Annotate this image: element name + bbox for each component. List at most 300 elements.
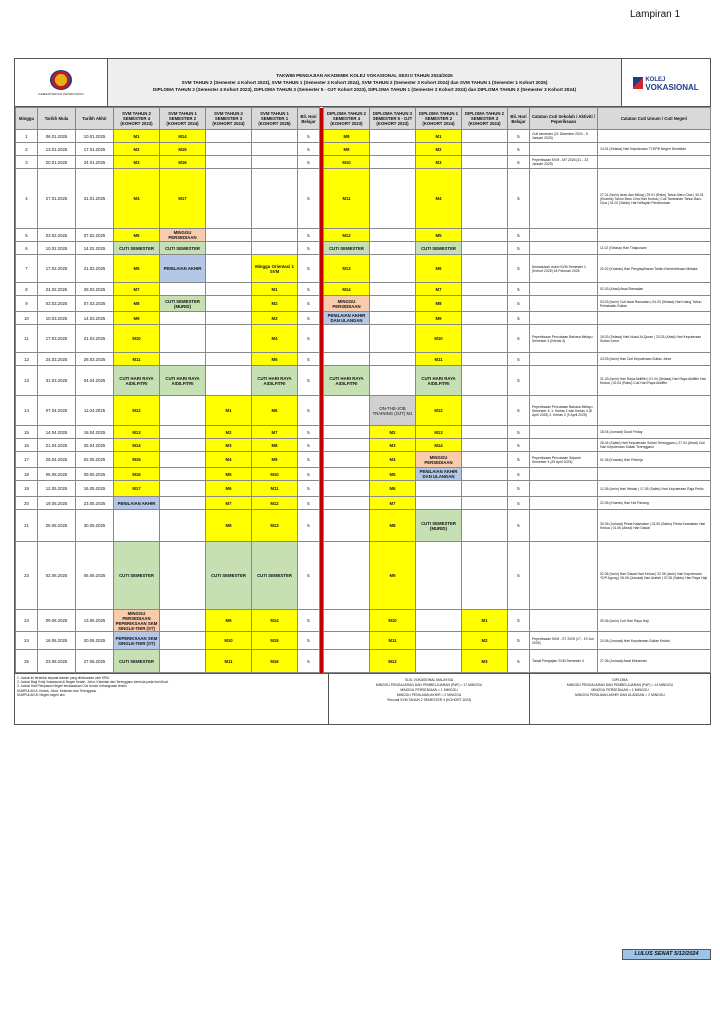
schedule-cell: M4	[206, 452, 252, 468]
col-header: DIPLOMA TAHUN 3 SEMESTER 5 - OJT (KOHORT 2023)	[370, 108, 416, 130]
schedule-cell	[160, 481, 206, 497]
table-cell: 5	[298, 396, 320, 426]
schedule-cell	[252, 143, 298, 156]
note-cell	[530, 242, 598, 255]
table-cell: 24	[16, 632, 38, 650]
schedule-cell: M10	[206, 632, 252, 650]
table-cell: 5	[508, 283, 530, 296]
table-cell: 18.04.2025	[76, 426, 114, 439]
schedule-cell	[160, 650, 206, 673]
table-cell: 23	[16, 610, 38, 632]
schedule-cell: MINGGU PERSEDIAAN PEPERIKSAAN SKM SINGLE-TIER (ST)	[114, 610, 160, 632]
schedule-cell: M1	[114, 130, 160, 143]
table-cell: 5	[508, 130, 530, 143]
schedule-cell: M8	[252, 439, 298, 452]
table-cell: 5	[298, 156, 320, 169]
schedule-cell	[206, 229, 252, 242]
col-header: DIPLOMA TAHUN 2 SEMESTER 3 (KOHORT 2024)	[462, 108, 508, 130]
schedule-cell: CUTI SEMESTER (MURID)	[160, 296, 206, 312]
schedule-cell: MINGGU PERSEDIAAN	[324, 296, 370, 312]
table-row	[16, 156, 711, 169]
table-cell: 5	[508, 229, 530, 242]
schedule-cell	[206, 312, 252, 325]
table-cell: 5	[508, 481, 530, 497]
table-cell: 5	[298, 366, 320, 396]
table-row	[16, 510, 711, 542]
schedule-cell: M14	[252, 610, 298, 632]
table-cell: 28.02.2025	[76, 283, 114, 296]
note-cell	[530, 468, 598, 481]
table-cell: 07.03.2025	[76, 296, 114, 312]
schedule-cell	[462, 366, 508, 396]
schedule-cell	[160, 439, 206, 452]
schedule-cell: M3	[416, 156, 462, 169]
schedule-cell	[370, 242, 416, 255]
table-cell: 5	[508, 510, 530, 542]
table-cell: 5	[508, 296, 530, 312]
note-cell: 20.02 (Khamis) Hari Pengisytiharan Tarikh Kemerdekaan Melaka	[598, 255, 711, 283]
table-cell: 11.04.2025	[76, 396, 114, 426]
footer	[15, 673, 710, 724]
schedule-cell: M8	[324, 130, 370, 143]
schedule-cell: CUTI HARI RAYA AIDILFITRI	[252, 366, 298, 396]
schedule-cell	[462, 169, 508, 229]
table-cell: 28.04.2025	[38, 452, 76, 468]
table-cell: 5	[508, 632, 530, 650]
schedule-cell	[206, 283, 252, 296]
schedule-cell	[462, 296, 508, 312]
schedule-cell	[324, 510, 370, 542]
table-row	[16, 255, 711, 283]
table-row	[16, 366, 711, 396]
note-cell: 26.04 (Sabtu) Hari Keputeraan Sultan Terengganu | 27.04 (Ahad) Cuti Hari Keputeraan Sultan Terengganu	[598, 439, 711, 452]
schedule-cell	[462, 229, 508, 242]
table-row	[16, 296, 711, 312]
schedule-cell: M3	[252, 312, 298, 325]
schedule-cell	[462, 396, 508, 426]
table-cell: 06.01.2025	[38, 130, 76, 143]
table-cell: 25.04.2025	[76, 439, 114, 452]
schedule-cell: M11	[370, 632, 416, 650]
table-cell: 5	[508, 242, 530, 255]
col-header: SVM TAHUN 2 SEMESTER 3 (KOHORT 2024)	[206, 108, 252, 130]
schedule-cell: M10	[416, 325, 462, 353]
schedule-cell: PENILAIAN AKHIR DAN ULANGAN	[324, 312, 370, 325]
note-cell: 31.03 (Isnin) Hari Raya Aidilfitri | 01.04 (Selasa) Hari Raya Aidilfitri Hari Kedua | 02.04 (Rabu) Cuti Hari Raya Aidilfitri	[598, 366, 711, 396]
note-cell: 30.05 (Jumaat) Pesta Kaamatan | 31.05 (Sabtu) Pesta Kaamatan Hari Kedua | 01.06 (Ahad) Hari Gawai	[598, 510, 711, 542]
note-cell: 03.03 (Isnin) Cuti Awal Ramadan | 04.03 (Selasa) Hari Ulang Tahun Pertabalan Sultan	[598, 296, 711, 312]
table-cell: 21	[16, 510, 38, 542]
table-cell: 5	[508, 396, 530, 426]
table-cell: 16.06.2025	[38, 632, 76, 650]
schedule-cell: M9	[114, 312, 160, 325]
table-cell: 24.02.2025	[38, 283, 76, 296]
schedule-cell	[462, 353, 508, 366]
note-cell: 18.04 (Jumaat) Good Friday	[598, 426, 711, 439]
schedule-cell: CUTI SEMESTER	[252, 542, 298, 610]
schedule-cell: M8	[416, 296, 462, 312]
col-header: SVM TAHUN 1 SEMESTER 1 (KOHORT 2025)	[252, 108, 298, 130]
table-cell: 5	[16, 229, 38, 242]
col-header: DIPLOMA TAHUN 1 SEMESTER 2 (KOHORT 2024)	[416, 108, 462, 130]
schedule-cell	[416, 542, 462, 610]
note-cell	[598, 130, 711, 143]
table-cell: 5	[298, 296, 320, 312]
table-cell: 02.06.2025	[38, 542, 76, 610]
table-cell: 05.05.2025	[38, 468, 76, 481]
schedule-cell: PENILAIAN AKHIR	[160, 255, 206, 283]
schedule-cell: M2	[370, 426, 416, 439]
table-cell: 10.02.2025	[38, 242, 76, 255]
note-cell	[530, 610, 598, 632]
schedule-cell	[370, 353, 416, 366]
schedule-cell	[462, 481, 508, 497]
schedule-cell: CUTI SEMESTER	[206, 542, 252, 610]
schedule-cell: M14	[324, 283, 370, 296]
table-cell: 5	[508, 610, 530, 632]
table-row	[16, 283, 711, 296]
schedule-cell: M3	[370, 439, 416, 452]
table-cell: 5	[298, 542, 320, 610]
schedule-cell	[416, 610, 462, 632]
schedule-cell: M13	[252, 510, 298, 542]
schedule-cell: M7	[114, 283, 160, 296]
schedule-cell: M10	[114, 325, 160, 353]
table-cell: 27.06.2025	[76, 650, 114, 673]
table-cell: 5	[508, 468, 530, 481]
table-cell: 5	[298, 229, 320, 242]
schedule-cell	[462, 156, 508, 169]
schedule-cell: M7	[370, 497, 416, 510]
note-cell	[530, 229, 598, 242]
table-cell: 24.03.2025	[38, 353, 76, 366]
col-header: Tarikh Akhir	[76, 108, 114, 130]
schedule-cell	[252, 130, 298, 143]
table-row	[16, 130, 711, 143]
schedule-cell: PENILAIAN AKHIR DAN ULANGAN	[416, 468, 462, 481]
note-cell	[530, 353, 598, 366]
schedule-cell: M3	[114, 156, 160, 169]
table-cell: 03.02.2025	[38, 229, 76, 242]
note-cell: 27.01 (Isnin) Israk dan Mikraj | 29.01 (Rabu) Tahun Baru Cina | 30.01 (Khamis) Tahun Baru Cina Hari Kedua | Cuti Tambahan Tahun Baru Cina | 01.02 (Sabtu) Hari Wilayah Persekutuan	[598, 169, 711, 229]
table-cell: 5	[298, 468, 320, 481]
schedule-cell: M6	[114, 255, 160, 283]
table-row	[16, 169, 711, 229]
table-cell: 5	[298, 143, 320, 156]
table-cell: 5	[508, 255, 530, 283]
schedule-cell	[462, 255, 508, 283]
schedule-cell	[370, 130, 416, 143]
note-cell	[530, 143, 598, 156]
note-cell	[598, 396, 711, 426]
note-cell	[598, 468, 711, 481]
schedule-cell	[324, 396, 370, 426]
table-cell: 02.05.2025	[76, 452, 114, 468]
schedule-cell	[370, 366, 416, 396]
table-cell: 03.03.2025	[38, 296, 76, 312]
calendar-body	[16, 130, 711, 673]
schedule-cell	[416, 632, 462, 650]
schedule-cell: CUTI SEMESTER	[114, 242, 160, 255]
note-cell	[598, 229, 711, 242]
table-cell: 26.05.2025	[38, 510, 76, 542]
schedule-cell: PENILAIAN AKHIR	[114, 497, 160, 510]
schedule-cell	[206, 296, 252, 312]
table-cell: 18	[16, 468, 38, 481]
schedule-cell	[462, 468, 508, 481]
schedule-cell	[370, 312, 416, 325]
note-cell: 09.06 (Isnin) Cuti Hari Raya Haji	[598, 610, 711, 632]
title-block	[108, 59, 621, 106]
schedule-cell: M11	[114, 353, 160, 366]
table-cell: 9	[16, 296, 38, 312]
schedule-cell	[160, 632, 206, 650]
table-cell: 12	[16, 353, 38, 366]
schedule-cell	[462, 283, 508, 296]
schedule-cell	[252, 156, 298, 169]
note-cell: Peperiksaan SKM - ST 2025 (17 - 19 Jun 2025)	[530, 632, 598, 650]
schedule-cell: M11	[206, 650, 252, 673]
table-cell: 14.03.2025	[76, 312, 114, 325]
schedule-cell	[462, 426, 508, 439]
note-cell: 24.03 (Isnin) Hari Cuti Keputeraan Sultan Johor	[598, 353, 711, 366]
schedule-cell	[370, 255, 416, 283]
schedule-cell: M8	[114, 296, 160, 312]
calendar-table	[15, 107, 711, 673]
schedule-cell: M7	[416, 283, 462, 296]
schedule-cell: M16	[252, 650, 298, 673]
table-row	[16, 468, 711, 481]
schedule-cell	[206, 156, 252, 169]
table-cell: 5	[508, 169, 530, 229]
schedule-cell: M5	[206, 468, 252, 481]
table-row	[16, 396, 711, 426]
table-cell: 10.03.2025	[38, 312, 76, 325]
table-cell: 17.01.2025	[76, 143, 114, 156]
table-cell: 19	[16, 481, 38, 497]
table-cell: 5	[298, 242, 320, 255]
table-row	[16, 143, 711, 156]
title-line-2: SVM TAHUN 2 (Semester 4 Kohort 2023), SVM TAHUN 1 (Semester 2 Kohort 2024), SVM TAHUN 2 (Semester 3 Kohort 2024) dan SVM TAHUN 1 (Semester 1 Kohort 2025)	[181, 80, 548, 85]
table-cell: 5	[298, 610, 320, 632]
schedule-cell	[160, 426, 206, 439]
table-row	[16, 353, 711, 366]
table-cell: 8	[16, 283, 38, 296]
table-cell: 21.04.2025	[38, 439, 76, 452]
table-cell: 13	[16, 366, 38, 396]
table-cell: 5	[298, 169, 320, 229]
schedule-cell	[252, 229, 298, 242]
schedule-cell: M2	[206, 426, 252, 439]
table-cell: 2	[16, 143, 38, 156]
schedule-cell: M5	[416, 229, 462, 242]
table-cell: 23.05.2025	[76, 497, 114, 510]
schedule-cell	[324, 468, 370, 481]
schedule-cell	[160, 283, 206, 296]
schedule-cell	[160, 542, 206, 610]
note-cell: Peperiksaan Percubaan Sejarah Semester 4 (29 April 2025)	[530, 452, 598, 468]
note-cell: 01.05 (Khamis) Hari Pekerja	[598, 452, 711, 468]
table-cell: 27.01.2025	[38, 169, 76, 229]
table-cell: 1	[16, 130, 38, 143]
note-cell: 27.06 (Jumaat) Awal Muharram	[598, 650, 711, 673]
schedule-cell	[206, 143, 252, 156]
schedule-cell: M1	[206, 396, 252, 426]
schedule-cell	[160, 312, 206, 325]
note-cell: 12.05 (Isnin) Hari Wesak | 17.05 (Sabtu) Hari Keputeraan Raja Perlis	[598, 481, 711, 497]
schedule-cell	[160, 468, 206, 481]
header-row	[16, 108, 711, 130]
col-header: SVM TAHUN 2 SEMESTER 4 (KOHORT 2023)	[114, 108, 160, 130]
note-cell: 14.01 (Selasa) Hari Keputeraan TYDPB Negeri Sembilan	[598, 143, 711, 156]
schedule-cell: M4	[370, 452, 416, 468]
table-cell: 10.01.2025	[76, 130, 114, 143]
table-cell: 5	[508, 143, 530, 156]
note-cell	[598, 156, 711, 169]
schedule-cell: CUTI HARI RAYA AIDILFITRI	[324, 366, 370, 396]
schedule-cell	[324, 481, 370, 497]
schedule-cell: M1	[416, 130, 462, 143]
table-cell: 23.06.2025	[38, 650, 76, 673]
note-cell: 22.05 (Khamis) Hari Hol Pahang	[598, 497, 711, 510]
schedule-cell	[206, 242, 252, 255]
table-row	[16, 497, 711, 510]
schedule-cell	[324, 497, 370, 510]
schedule-cell	[324, 325, 370, 353]
note-cell: Kemasukan murid SVM Semester 1 (Kohort 2025) 18 Februari 2025	[530, 255, 598, 283]
schedule-cell	[160, 353, 206, 366]
table-cell: 5	[298, 650, 320, 673]
table-cell: 21.03.2025	[76, 325, 114, 353]
table-cell: 5	[508, 312, 530, 325]
table-cell: 11	[16, 325, 38, 353]
schedule-cell: PEPERIKSAAN SKM SINGLE-TIER (ST)	[114, 632, 160, 650]
schedule-cell: CUTI SEMESTER	[416, 242, 462, 255]
footer-notes: 1. Jadual ini tertakluk kepada takwim yang dikeluarkan oleh KPM. 2. Jadual Bagi Kolej Vokasional di Negeri Kedah, Johor, Kelantan dan Terengganu bermula pada hari Ahad. 3. Jadual Hari Pelepasan Negeri berdasarkan Cuti Umum Kebangsaan terkini. KUMPULAN A: Kedah, Johor, Kelantan dan Terengganu KUMPULAN B: Negeri-negeri lain	[15, 674, 329, 724]
schedule-cell: M8	[370, 510, 416, 542]
schedule-cell	[462, 439, 508, 452]
schedule-cell: M1	[462, 610, 508, 632]
schedule-cell: M9	[206, 610, 252, 632]
schedule-cell: M4	[252, 325, 298, 353]
schedule-cell: M15	[114, 452, 160, 468]
schedule-cell: M13	[324, 255, 370, 283]
table-cell: 30.05.2025	[76, 510, 114, 542]
table-cell: 16	[16, 439, 38, 452]
schedule-cell	[206, 325, 252, 353]
schedule-cell	[324, 632, 370, 650]
schedule-cell: M10	[252, 468, 298, 481]
table-row	[16, 481, 711, 497]
schedule-cell: M13	[114, 426, 160, 439]
schedule-cell: M16	[114, 468, 160, 481]
table-row	[16, 229, 711, 242]
table-cell: 5	[508, 542, 530, 610]
note-cell: Cuti semester (21 Disember 2024 - 5 Januari 2025)	[530, 130, 598, 143]
table-cell: 06.06.2025	[76, 542, 114, 610]
schedule-cell	[370, 325, 416, 353]
schedule-cell	[462, 542, 508, 610]
note-cell: Peperiksaan SVM - MT 2025 (21 - 23 Januari 2025)	[530, 156, 598, 169]
schedule-cell: CUTI SEMESTER (MURID)	[416, 510, 462, 542]
schedule-cell	[324, 452, 370, 468]
table-cell: 5	[298, 130, 320, 143]
note-cell	[530, 426, 598, 439]
schedule-cell	[462, 143, 508, 156]
table-row	[16, 542, 711, 610]
header	[15, 59, 710, 107]
footer-diploma-summary: DIPLOMA MINGGU PENGAJARAN DAN PEMBELAJARAN (PdP) = 14 MINGGU MINGGU PERSEDIAAN = 1 MINGGU MINGGU PENILAIAN AKHIR DAN ULANGAN = 2 MINGGU	[566, 678, 674, 697]
schedule-cell	[462, 452, 508, 468]
table-cell: 10	[16, 312, 38, 325]
schedule-cell: MINGGU PERSEDIAAN	[416, 452, 462, 468]
schedule-cell: M6	[206, 481, 252, 497]
schedule-cell: CUTI SEMESTER	[160, 242, 206, 255]
schedule-cell	[252, 242, 298, 255]
schedule-cell	[252, 169, 298, 229]
schedule-cell	[324, 650, 370, 673]
table-cell: 5	[508, 426, 530, 439]
note-cell: 02.03 (Ahad) Awal Ramadan	[598, 283, 711, 296]
table-cell: 24.01.2025	[76, 156, 114, 169]
schedule-cell: M10	[370, 610, 416, 632]
table-cell: 7	[16, 255, 38, 283]
schedule-cell: M6	[252, 396, 298, 426]
table-cell: 22	[16, 542, 38, 610]
title-line-3: DIPLOMA TAHUN 2 (Semester 4 Kohort 2023), DIPLOMA TAHUN 3 (Semester 5 - OJT Kohort 2023), DIPLOMA TAHUN 1 (Semester 2 Kohort 2024) dan DIPLOMA TAHUN 2 (Semester 3 Kohort 2024)	[153, 87, 576, 92]
ministry-name: KEMENTERIAN PENDIDIKAN	[38, 91, 84, 96]
schedule-cell: M12	[370, 650, 416, 673]
table-cell: 20.06.2025	[76, 632, 114, 650]
table-row	[16, 312, 711, 325]
table-cell: 13.01.2025	[38, 143, 76, 156]
note-cell	[530, 542, 598, 610]
schedule-cell: CUTI HARI RAYA AIDILFITRI	[416, 366, 462, 396]
schedule-cell: CUTI SEMESTER	[114, 542, 160, 610]
schedule-cell: M14	[114, 439, 160, 452]
schedule-cell: M9	[416, 312, 462, 325]
schedule-cell: M1	[252, 283, 298, 296]
table-cell: 14.02.2025	[76, 242, 114, 255]
schedule-cell	[160, 396, 206, 426]
schedule-cell	[206, 255, 252, 283]
table-cell: 5	[298, 439, 320, 452]
schedule-cell: M15	[252, 632, 298, 650]
table-cell: 5	[298, 312, 320, 325]
schedule-cell: M4	[114, 169, 160, 229]
col-header: DIPLOMA TAHUN 2 SEMESTER 4 (KOHORT 2023)	[324, 108, 370, 130]
schedule-cell	[324, 542, 370, 610]
col-header: Catatan Cuti Umum / Cuti Negeri	[598, 108, 711, 130]
schedule-cell	[462, 510, 508, 542]
schedule-cell	[416, 481, 462, 497]
schedule-cell: M6	[370, 481, 416, 497]
table-cell: 12.05.2025	[38, 481, 76, 497]
kv-logo: KOLEJ VOKASIONAL	[621, 59, 710, 106]
schedule-cell: M9	[252, 452, 298, 468]
table-row	[16, 325, 711, 353]
col-header: Bil. Hari Belajar	[298, 108, 320, 130]
schedule-cell	[324, 426, 370, 439]
note-cell: 18.03 (Selasa) Hari Nuzul Al-Quran | 23.03 (Ahad) Hari Keputeraan Sultan Johor	[598, 325, 711, 353]
schedule-cell	[462, 325, 508, 353]
table-cell: 5	[298, 452, 320, 468]
col-header: Tarikh Mula	[38, 108, 76, 130]
table-cell: 09.05.2025	[76, 468, 114, 481]
table-cell: 5	[298, 353, 320, 366]
table-cell: 31.03.2025	[38, 366, 76, 396]
note-cell: Peperiksaan Percubaan Bahasa Melayu Semester 4: 1. Kertas 1 dan Kertas 4 (8 April 2025) 2. Kertas 2 (9 April 2025)	[530, 396, 598, 426]
